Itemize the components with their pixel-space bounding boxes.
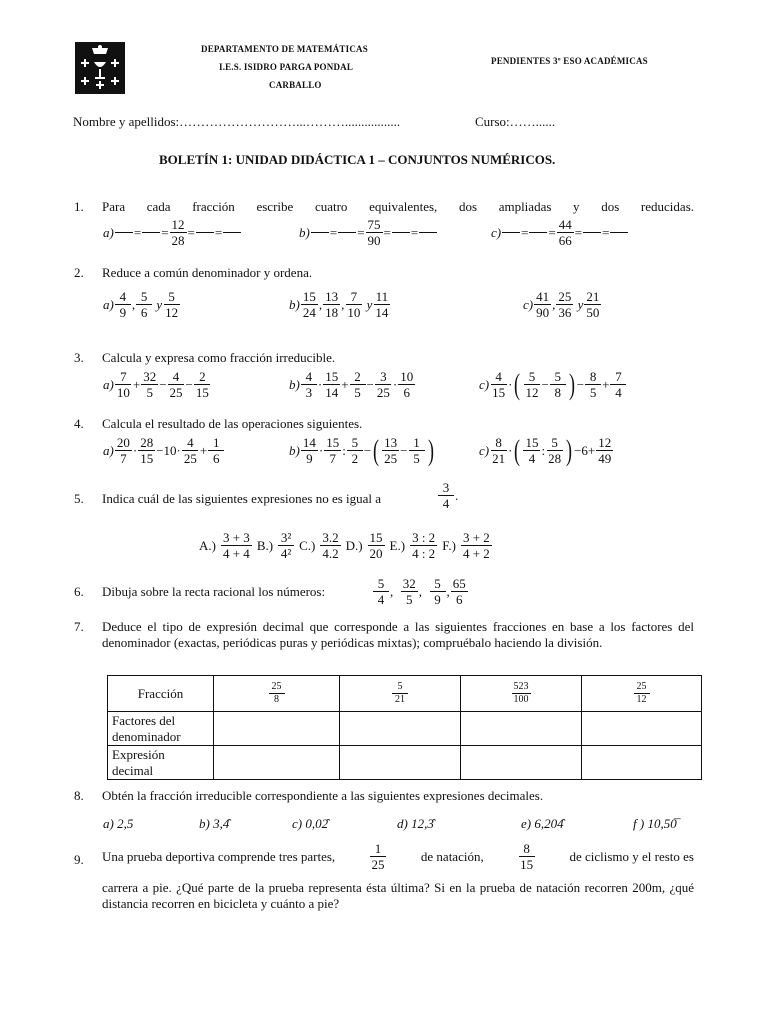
question-6-fractions: 5 4 , 32 5 , 5 9 , 65 6: [372, 576, 469, 607]
table-cell: $\frac{5}{21}$: [340, 676, 461, 712]
question-3-item-c: c) 4 15 · ( 5 12 − 5 8 ) − 8 5 + 7 4: [479, 369, 627, 400]
table-row: [108, 746, 702, 780]
question-2-item-c: c) 41 90 , 25 36 y 21 50: [523, 289, 600, 320]
decimal-item: c) 0,02̑: [292, 816, 329, 831]
answer-cell[interactable]: [582, 746, 702, 780]
question-number: 3.: [74, 350, 84, 365]
decimal-item: d) 12,3̑: [397, 816, 434, 831]
question-number: 4.: [74, 416, 84, 431]
question-4-item-a: a) 20 7 · 28 15 −10· 4 25 + 1 6: [103, 435, 225, 466]
question-2-text: Reduce a común denominador y ordena.: [102, 265, 313, 280]
question-number: 6.: [74, 584, 84, 599]
course-field[interactable]: Curso:……......: [475, 114, 556, 129]
table-row: [108, 712, 702, 746]
table-row-label: Fracción: [108, 676, 214, 712]
town-name: CARBALLO: [269, 80, 322, 90]
question-5-text: Indica cuál de las siguientes expresiones no es igual a: [102, 491, 382, 506]
question-number: 9.: [74, 852, 84, 867]
page-title: BOLETÍN 1: UNIDAD DIDÁCTICA 1 – CONJUNTOS NUMÉRICOS.: [159, 152, 556, 167]
question-number: 8.: [74, 788, 84, 803]
question-1-item-a: a) = = 12 28 = =: [103, 217, 242, 248]
question-7-text: Deduce el tipo de expresión decimal que corresponde a las siguientes fracciones en base a los factores del denominador (exactas, periódicas puras y periódicas mixtas); compruébalo haciendo la división.: [102, 619, 694, 650]
question-9-text: carrera a pie. ¿Qué parte de la prueba representa ésta última? Si en la prueba de natación recorren 200m, ¿qué distancia recorren en bicicleta y cuánto a pie?: [102, 880, 694, 911]
question-6-text: Dibuja sobre la recta racional los números:: [102, 584, 326, 599]
question-3-item-a: a) 7 10 + 32 5 − 4 25 − 2 15: [103, 369, 209, 400]
fraction-table: [107, 675, 702, 780]
table-row-label: Factores del denominador: [108, 712, 214, 746]
question-number: 5.: [74, 491, 84, 506]
table-row-label: Expresión decimal: [108, 746, 214, 780]
question-5-options: A.) 3 + 3 4 + 4 B.) 3² 4² C.) 3.2 4.2 D.) 15 20 E.) 3 : 2 4 : 2 F.) 3 + 2 4 + 2: [199, 530, 490, 561]
question-3-text: Calcula y expresa como fracción irreducible.: [102, 350, 336, 365]
table-cell: $\frac{25}{12}$: [582, 676, 702, 712]
name-field[interactable]: Nombre y apellidos:………………………...……….................: [73, 114, 401, 129]
question-4-item-c: c) 8 21 · ( 15 4 : 5 28 ) −6+ 12 49: [479, 433, 612, 467]
question-2-item-b: b) 15 24 , 13 18 , 7 10 y 11 14: [289, 289, 389, 320]
table-cell: $\frac{523}{100}$: [461, 676, 582, 712]
question-8-items: [103, 816, 677, 831]
question-4-text: Calcula el resultado de las operaciones siguientes.: [102, 416, 363, 431]
question-5-target: 3 4 .: [437, 480, 458, 511]
table-cell: $\frac{25}{8}$: [214, 676, 340, 712]
question-1-text: Para cada fracción escribe cuatro equivalentes, dos ampliadas y dos reducidas.: [102, 199, 694, 214]
question-4-item-b: b) 14 9 · 15 7 : 5 2 − ( 13 25 − 1 5 ): [289, 433, 434, 467]
question-1-item-c: c) = = 44 66 = =: [491, 217, 629, 248]
question-9-line-1: Una prueba deportiva comprende tres partes, 1 25 de natación, 8 15 de ciclismo y el resto es: [102, 841, 694, 872]
school-crest: [75, 42, 125, 94]
question-8-text: Obtén la fracción irreducible correspondiente a las siguientes expresiones decimales.: [102, 788, 544, 803]
question-3-item-b: b) 4 3 · 15 14 + 2 5 − 3 25 · 10 6: [289, 369, 414, 400]
department-name: DEPARTAMENTO DE MATEMÁTICAS: [201, 44, 368, 54]
table-row: [108, 676, 702, 712]
decimal-item: f ) 10,50̅: [633, 816, 677, 831]
decimal-item: b) 3,4̑: [199, 816, 230, 831]
answer-cell[interactable]: [214, 712, 340, 746]
decimal-item: a) 2,5: [103, 816, 134, 831]
answer-cell[interactable]: [214, 746, 340, 780]
course-tag: PENDIENTES 3º ESO ACADÉMICAS: [491, 56, 648, 66]
question-number: 1.: [74, 199, 84, 214]
answer-cell[interactable]: [340, 746, 461, 780]
answer-cell[interactable]: [461, 712, 582, 746]
answer-cell[interactable]: [461, 746, 582, 780]
crest-icon: [75, 42, 125, 94]
question-1-item-b: b) = = 75 90 = =: [299, 217, 438, 248]
answer-cell[interactable]: [340, 712, 461, 746]
school-name: I.E.S. ISIDRO PARGA PONDAL: [219, 62, 354, 72]
decimal-item: e) 6,204̑: [521, 816, 564, 831]
question-number: 2.: [74, 265, 84, 280]
answer-cell[interactable]: [582, 712, 702, 746]
question-2-item-a: a) 4 9 , 5 6 y 5 12: [103, 289, 179, 320]
question-number: 7.: [74, 619, 84, 634]
